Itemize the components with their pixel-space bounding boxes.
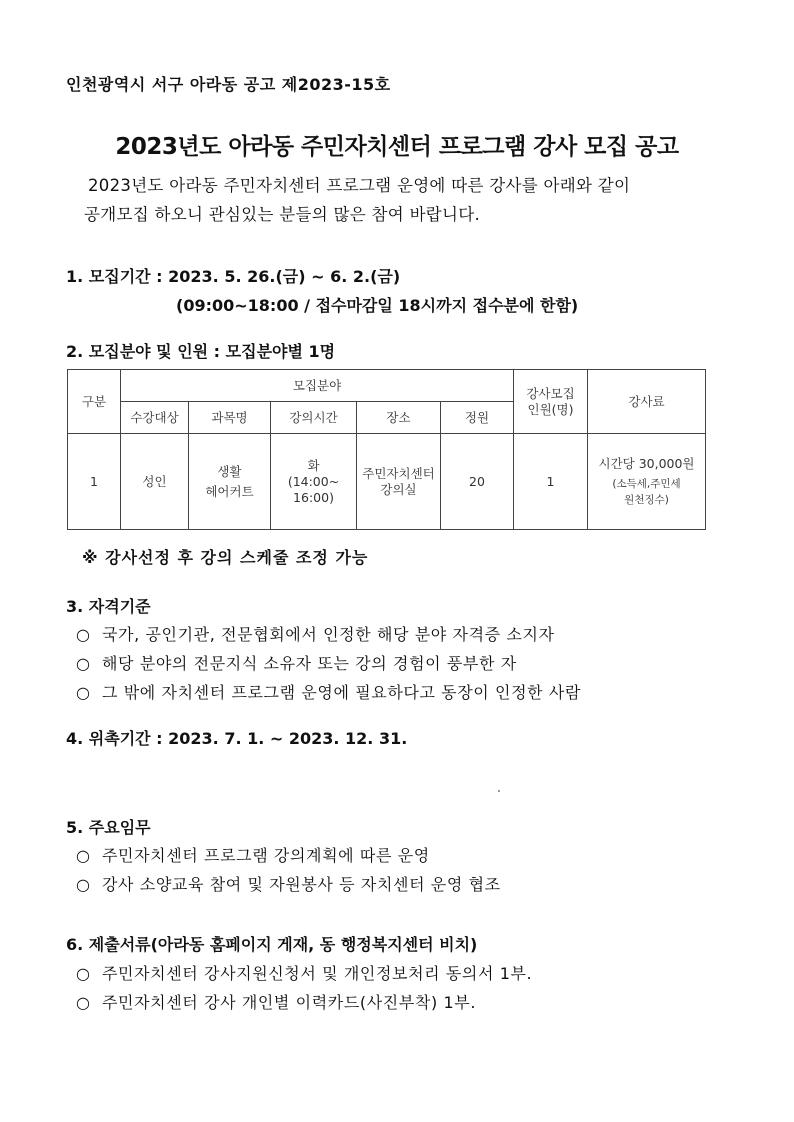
- schedule-note: ※ 강사선정 후 강의 스케줄 조정 가능: [82, 548, 369, 567]
- intro-paragraph: [84, 171, 748, 229]
- list-item: [76, 872, 501, 895]
- intro-line-2: 공개모집 하오니 관심있는 분들의 많은 참여 바랍니다.: [84, 205, 481, 224]
- cell-no: 1: [68, 434, 121, 530]
- cell-fee-main: 시간당 30,000원: [598, 455, 695, 471]
- header-fee: 강사료: [588, 370, 706, 434]
- section-duties-heading: 5. 주요임무: [66, 818, 151, 837]
- page-title: 2023년도 아라동 주민자치센터 프로그램 강사 모집 공고: [115, 134, 679, 160]
- list-item-text: 주민자치센터 강사 개인별 이력카드(사진부착) 1부.: [102, 993, 477, 1012]
- recruitment-table: [67, 369, 706, 530]
- circle-bullet-icon: ○: [76, 875, 91, 894]
- header-capacity: 정원: [441, 402, 514, 434]
- table-row: [68, 434, 706, 530]
- scan-speck: [498, 790, 500, 792]
- header-instructor-count: [514, 370, 588, 434]
- section-field-heading: 2. 모집분야 및 인원 : 모집분야별 1명: [66, 342, 336, 361]
- list-item-text: 국가, 공인기관, 전문협회에서 인정한 해당 분야 자격증 소지자: [102, 625, 555, 644]
- header-instructor-count-label: 강사모집 인원(명): [526, 385, 575, 417]
- cell-time-line-1: 화: [307, 457, 320, 473]
- section-period-sub: (09:00~18:00 / 접수마감일 18시까지 접수분에 한함): [176, 296, 579, 315]
- cell-capacity: 20: [441, 434, 514, 530]
- section-term-heading: 4. 위촉기간 : 2023. 7. 1. ~ 2023. 12. 31.: [66, 729, 408, 748]
- cell-time: [271, 434, 357, 530]
- list-item: [76, 651, 517, 674]
- cell-place-line-2: 강의실: [380, 481, 417, 497]
- header-target: 수강대상: [121, 402, 189, 434]
- header-no: 구분: [68, 370, 121, 434]
- header-subject: 과목명: [189, 402, 271, 434]
- list-item-text: 그 밖에 자치센터 프로그램 운영에 필요하다고 동장이 인정한 사람: [102, 683, 581, 702]
- header-place: 장소: [357, 402, 441, 434]
- circle-bullet-icon: ○: [76, 993, 91, 1012]
- intro-line-1: 2023년도 아라동 주민자치센터 프로그램 운영에 따른 강사를 아래와 같이: [88, 176, 631, 195]
- cell-subject-line-2: 헤어커트: [205, 483, 254, 499]
- cell-subject-line-1: 생활: [217, 463, 242, 479]
- cell-place: [357, 434, 441, 530]
- cell-target: 성인: [121, 434, 189, 530]
- cell-time-line-2: (14:00~: [287, 473, 340, 489]
- cell-place-line-1: 주민자치센터: [362, 465, 435, 481]
- header-time: 강의시간: [271, 402, 357, 434]
- circle-bullet-icon: ○: [76, 964, 91, 983]
- section-documents-heading: 6. 제출서류(아라동 홈페이지 게재, 동 행정복지센터 비치): [66, 935, 478, 954]
- notice-number: 인천광역시 서구 아라동 공고 제2023-15호: [66, 75, 391, 94]
- section-period-heading: 1. 모집기간 : 2023. 5. 26.(금) ~ 6. 2.(금): [66, 267, 401, 286]
- cell-fee-note-line-2: 원천징수): [624, 493, 669, 506]
- circle-bullet-icon: ○: [76, 654, 91, 673]
- circle-bullet-icon: ○: [76, 846, 91, 865]
- cell-subject: [189, 434, 271, 530]
- cell-fee: [588, 434, 706, 530]
- list-item-text: 주민자치센터 강사지원신청서 및 개인정보처리 동의서 1부.: [102, 964, 533, 983]
- cell-instructor-count: 1: [514, 434, 588, 530]
- cell-fee-note-line-1: (소득세,주민세: [612, 477, 681, 490]
- list-item-text: 해당 분야의 전문지식 소유자 또는 강의 경험이 풍부한 자: [102, 654, 517, 673]
- list-item: [76, 622, 555, 645]
- cell-time-line-3: 16:00): [293, 489, 334, 505]
- list-item: [76, 680, 581, 703]
- circle-bullet-icon: ○: [76, 625, 91, 644]
- circle-bullet-icon: ○: [76, 683, 91, 702]
- header-field-group: 모집분야: [121, 370, 514, 402]
- list-item: [76, 990, 476, 1013]
- list-item: [76, 843, 430, 866]
- list-item-text: 주민자치센터 프로그램 강의계획에 따른 운영: [102, 846, 430, 865]
- section-qualification-heading: 3. 자격기준: [66, 597, 151, 616]
- list-item-text: 강사 소양교육 참여 및 자원봉사 등 자치센터 운영 협조: [102, 875, 501, 894]
- list-item: [76, 961, 532, 984]
- table-header-row-1: [68, 370, 706, 402]
